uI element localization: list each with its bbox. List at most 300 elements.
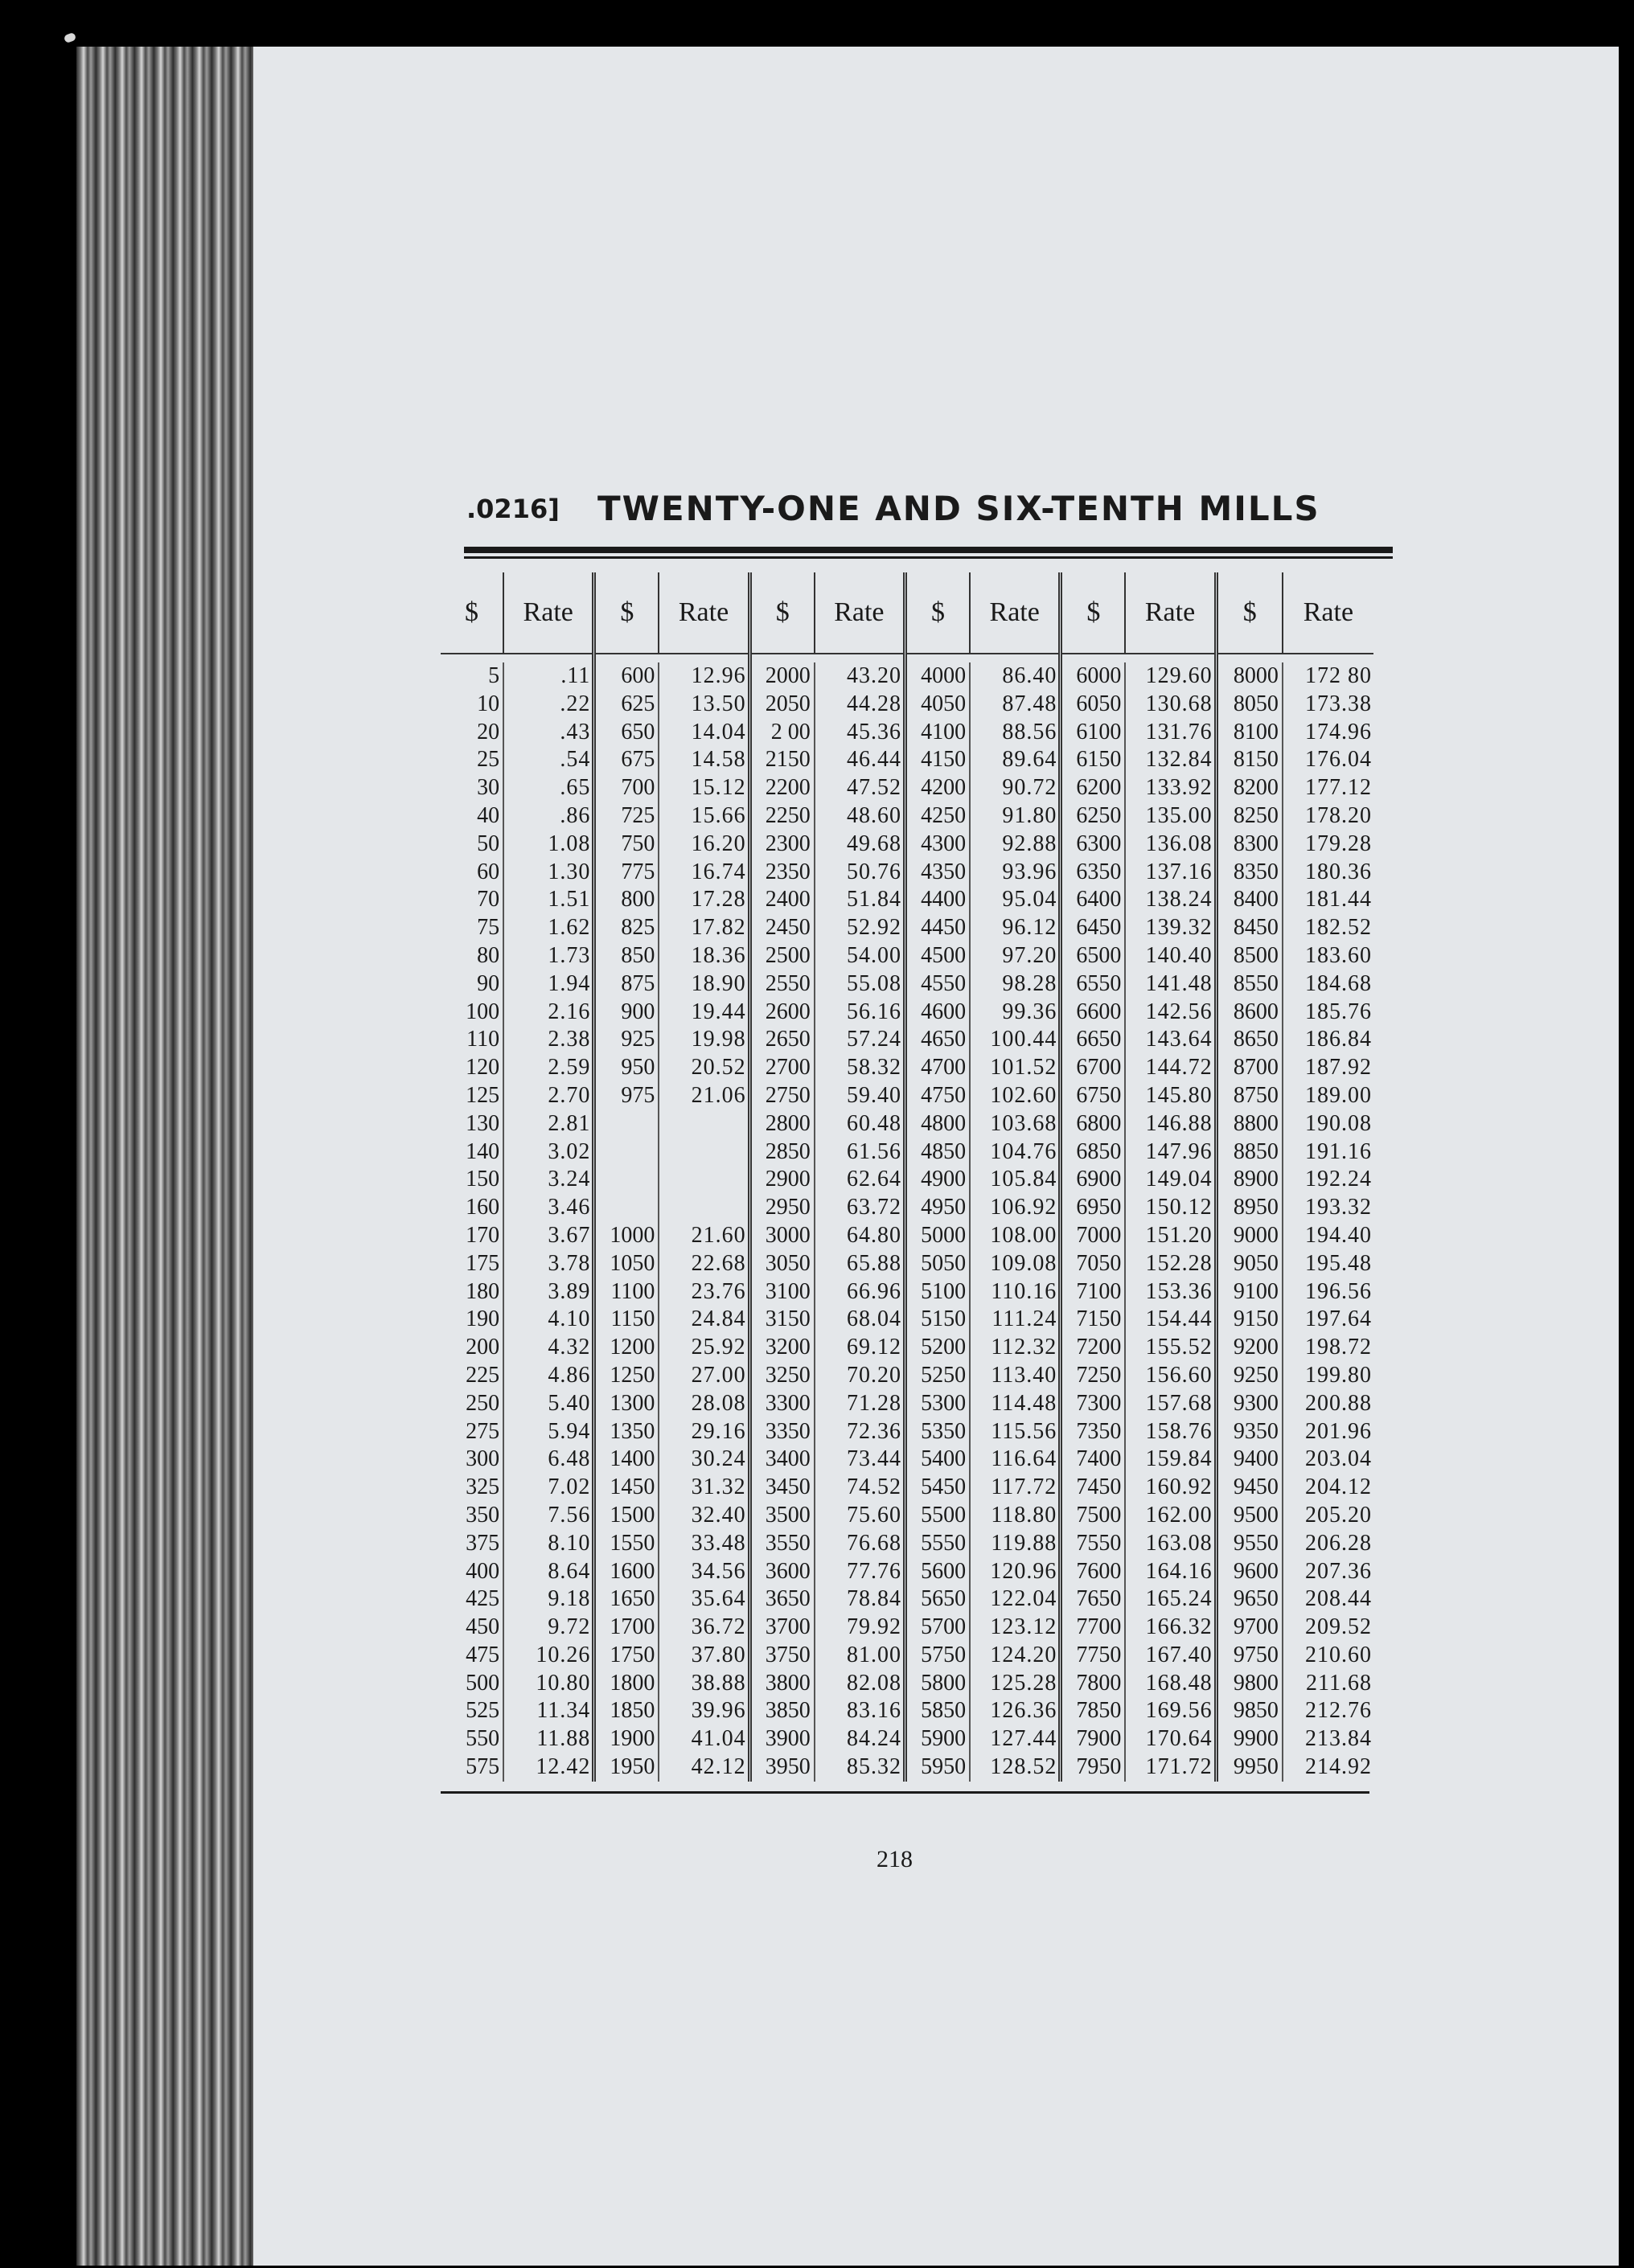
table-row bbox=[441, 1166, 592, 1194]
rate-cell: 103.68 bbox=[990, 1110, 1057, 1136]
table-row bbox=[907, 1697, 1058, 1725]
amount-cell: 1550 bbox=[596, 1530, 659, 1558]
table-row bbox=[1062, 1502, 1213, 1530]
amount-cell: 7450 bbox=[1062, 1474, 1126, 1502]
table-row bbox=[1062, 1474, 1213, 1502]
rate-cell: .43 bbox=[560, 719, 591, 744]
table-row bbox=[441, 1585, 592, 1614]
rate-cell: 8.10 bbox=[548, 1530, 591, 1556]
rate-cell: 163.08 bbox=[1145, 1530, 1213, 1556]
rate-cell: 78.84 bbox=[846, 1586, 901, 1612]
rate-cell: 122.04 bbox=[990, 1586, 1057, 1612]
rate-cell: 74.52 bbox=[846, 1474, 901, 1500]
rate-cell: 135.00 bbox=[1145, 802, 1213, 828]
amount-cell: 1600 bbox=[596, 1558, 659, 1586]
amount-cell: 800 bbox=[596, 886, 659, 914]
table-row bbox=[907, 1334, 1058, 1362]
table-row bbox=[441, 802, 592, 831]
rate-cell: 102.60 bbox=[990, 1082, 1057, 1108]
amount-cell: 3000 bbox=[752, 1222, 815, 1250]
amount-cell: 375 bbox=[441, 1530, 504, 1558]
rate-cell: 157.68 bbox=[1145, 1390, 1213, 1416]
table-row bbox=[1062, 802, 1213, 831]
amount-cell: 4300 bbox=[907, 831, 971, 859]
amount-cell: 7800 bbox=[1062, 1670, 1126, 1698]
table-row bbox=[752, 1054, 903, 1082]
table-row bbox=[752, 1585, 903, 1614]
amount-cell: 3700 bbox=[752, 1614, 815, 1642]
amount-cell: 3350 bbox=[752, 1418, 815, 1446]
table-row bbox=[907, 1725, 1058, 1753]
table-row bbox=[1062, 1362, 1213, 1390]
table-row bbox=[441, 1362, 592, 1390]
rate-cell: 204.12 bbox=[1304, 1474, 1372, 1500]
amount-cell: 1800 bbox=[596, 1670, 659, 1698]
amount-cell: 1050 bbox=[596, 1250, 659, 1278]
table-row bbox=[1062, 1054, 1213, 1082]
rate-cell: 180.36 bbox=[1304, 859, 1372, 884]
amount-cell: 4900 bbox=[907, 1166, 971, 1194]
rate-cell: 205.20 bbox=[1304, 1502, 1372, 1528]
amount-cell: 3500 bbox=[752, 1502, 815, 1530]
table-row bbox=[596, 970, 747, 999]
table-row bbox=[1218, 1110, 1373, 1138]
amount-cell: 1350 bbox=[596, 1418, 659, 1446]
table-row bbox=[1062, 1418, 1213, 1446]
table-row bbox=[1218, 970, 1373, 999]
amount-cell: 9050 bbox=[1218, 1250, 1283, 1278]
rate-cell: 151.20 bbox=[1145, 1222, 1213, 1248]
amount-cell: 2900 bbox=[752, 1166, 815, 1194]
amount-cell: 3950 bbox=[752, 1753, 815, 1782]
rate-cell: 91.80 bbox=[1002, 802, 1057, 828]
amount-cell: 50 bbox=[441, 831, 504, 859]
amount-cell: 140 bbox=[441, 1138, 504, 1167]
rate-cell: 200.88 bbox=[1304, 1390, 1372, 1416]
rate-cell: 184.68 bbox=[1304, 970, 1372, 996]
amount-cell: 180 bbox=[441, 1278, 504, 1306]
rate-column-header: Rate bbox=[1144, 597, 1196, 627]
rate-cell: 8.64 bbox=[548, 1558, 591, 1584]
table-row bbox=[1218, 1250, 1373, 1278]
amount-cell: 4550 bbox=[907, 970, 971, 999]
amount-cell: 7600 bbox=[1062, 1558, 1126, 1586]
amount-cell: 8700 bbox=[1218, 1054, 1283, 1082]
amount-cell: 5650 bbox=[907, 1585, 971, 1614]
rate-cell: 118.80 bbox=[991, 1502, 1057, 1528]
amount-cell: 5450 bbox=[907, 1474, 971, 1502]
amount-cell: 6500 bbox=[1062, 942, 1126, 970]
amount-cell: 8600 bbox=[1218, 999, 1283, 1027]
rate-cell: 162.00 bbox=[1145, 1502, 1213, 1528]
amount-cell: 125 bbox=[441, 1082, 504, 1110]
amount-cell: 3100 bbox=[752, 1278, 815, 1306]
amount-cell: 975 bbox=[596, 1082, 659, 1110]
amount-cell: 3550 bbox=[752, 1530, 815, 1558]
amount-cell: 7850 bbox=[1062, 1697, 1126, 1725]
table-row bbox=[441, 1222, 592, 1250]
amount-cell: 900 bbox=[596, 999, 659, 1027]
table-row bbox=[441, 1725, 592, 1753]
table-row bbox=[1218, 1194, 1373, 1222]
table-row bbox=[596, 691, 747, 719]
amount-cell: 7550 bbox=[1062, 1530, 1126, 1558]
table-row bbox=[752, 914, 903, 942]
table-row bbox=[596, 1725, 747, 1753]
rate-cell: 15.12 bbox=[691, 775, 746, 801]
rate-cell: 123.12 bbox=[990, 1614, 1057, 1640]
amount-cell: 825 bbox=[596, 914, 659, 942]
rate-cell: 92.88 bbox=[1002, 831, 1057, 856]
amount-cell: 4650 bbox=[907, 1026, 971, 1054]
rate-cell: 60.48 bbox=[846, 1110, 901, 1136]
table-row bbox=[907, 1585, 1058, 1614]
rate-cell: 176.04 bbox=[1304, 747, 1372, 773]
amount-cell: 2050 bbox=[752, 691, 815, 719]
amount-cell: 3750 bbox=[752, 1642, 815, 1670]
table-row bbox=[596, 1026, 747, 1054]
table-row bbox=[441, 1278, 592, 1306]
table-row bbox=[596, 1642, 747, 1670]
amount-cell: 4350 bbox=[907, 859, 971, 887]
table-row bbox=[752, 1502, 903, 1530]
amount-cell: 9450 bbox=[1218, 1474, 1283, 1502]
amount-cell: 6450 bbox=[1062, 914, 1126, 942]
table-row bbox=[907, 886, 1058, 914]
rate-cell: 93.96 bbox=[1002, 859, 1057, 884]
rate-cell: 198.72 bbox=[1304, 1335, 1372, 1360]
rate-cell: 3.46 bbox=[548, 1195, 591, 1220]
block-header bbox=[752, 572, 903, 654]
amount-cell: 6050 bbox=[1062, 691, 1126, 719]
table-row bbox=[596, 802, 747, 831]
table-row bbox=[907, 691, 1058, 719]
amount-cell: 4250 bbox=[907, 802, 971, 831]
table-row bbox=[596, 746, 747, 774]
table-row bbox=[907, 774, 1058, 802]
amount-cell: 1400 bbox=[596, 1446, 659, 1474]
book-page-edges bbox=[76, 47, 265, 2266]
amount-cell: 8550 bbox=[1218, 970, 1283, 999]
rate-cell: 19.44 bbox=[691, 999, 746, 1024]
table-row bbox=[596, 1138, 747, 1167]
amount-cell: 2750 bbox=[752, 1082, 815, 1110]
rate-cell: 111.24 bbox=[991, 1306, 1057, 1332]
rate-cell: 85.32 bbox=[846, 1754, 901, 1780]
rate-cell: 13.50 bbox=[691, 691, 746, 716]
table-row bbox=[752, 970, 903, 999]
amount-column-header: $ bbox=[1062, 572, 1126, 653]
rate-cell: 48.60 bbox=[846, 802, 901, 828]
table-row bbox=[1062, 1082, 1213, 1110]
rate-cell: 190.08 bbox=[1304, 1110, 1372, 1136]
table-row bbox=[1062, 914, 1213, 942]
table-row bbox=[441, 859, 592, 887]
amount-cell: 110 bbox=[441, 1026, 504, 1054]
rate-cell: 99.36 bbox=[1002, 999, 1057, 1024]
table-row bbox=[1062, 1166, 1213, 1194]
rate-cell: 49.68 bbox=[846, 831, 901, 856]
rate-cell: 61.56 bbox=[846, 1138, 901, 1164]
rate-cell: 173.38 bbox=[1304, 691, 1372, 716]
rate-cell: 114.48 bbox=[991, 1390, 1057, 1416]
amount-cell: 4100 bbox=[907, 719, 971, 747]
rate-cell: 212.76 bbox=[1304, 1698, 1372, 1724]
rate-cell: 141.48 bbox=[1145, 970, 1213, 996]
table-row bbox=[1218, 1138, 1373, 1167]
table-row bbox=[907, 1642, 1058, 1670]
rate-cell: 88.56 bbox=[1002, 719, 1057, 744]
rate-block bbox=[1218, 572, 1373, 1782]
amount-cell: 2650 bbox=[752, 1026, 815, 1054]
rate-cell: 28.08 bbox=[691, 1390, 746, 1416]
table-row bbox=[441, 831, 592, 859]
table-row bbox=[596, 1446, 747, 1474]
amount-column-header: $ bbox=[907, 572, 971, 653]
table-row bbox=[752, 802, 903, 831]
table-row bbox=[752, 886, 903, 914]
rate-cell: 17.28 bbox=[691, 887, 746, 913]
amount-cell: 8400 bbox=[1218, 886, 1283, 914]
amount-cell: 6250 bbox=[1062, 802, 1126, 831]
table-row bbox=[441, 1474, 592, 1502]
amount-cell: 8000 bbox=[1218, 662, 1283, 691]
table-row bbox=[907, 1362, 1058, 1390]
amount-cell: 650 bbox=[596, 719, 659, 747]
amount-cell: 9250 bbox=[1218, 1362, 1283, 1390]
amount-cell: 925 bbox=[596, 1026, 659, 1054]
table-row bbox=[907, 1110, 1058, 1138]
table-row bbox=[1218, 774, 1373, 802]
table-row bbox=[441, 1502, 592, 1530]
rate-cell: 146.88 bbox=[1145, 1110, 1213, 1136]
table-row bbox=[1218, 1026, 1373, 1054]
rate-cell: 206.28 bbox=[1304, 1530, 1372, 1556]
amount-cell: 30 bbox=[441, 774, 504, 802]
amount-cell: 9900 bbox=[1218, 1725, 1283, 1753]
rate-cell: 155.52 bbox=[1145, 1335, 1213, 1360]
table-row bbox=[596, 1222, 747, 1250]
amount-cell: 6800 bbox=[1062, 1110, 1126, 1138]
amount-cell: 7500 bbox=[1062, 1502, 1126, 1530]
rate-cell: 79.92 bbox=[846, 1614, 901, 1640]
amount-cell: 9850 bbox=[1218, 1697, 1283, 1725]
rate-cell bbox=[659, 1138, 747, 1167]
table-row bbox=[1218, 746, 1373, 774]
rate-cell: 30.24 bbox=[691, 1446, 746, 1472]
amount-cell: 5050 bbox=[907, 1250, 971, 1278]
table-row bbox=[752, 1166, 903, 1194]
amount-cell: 3050 bbox=[752, 1250, 815, 1278]
table-row bbox=[1062, 1614, 1213, 1642]
table-row bbox=[1218, 1670, 1373, 1698]
rate-cell: 62.64 bbox=[846, 1167, 901, 1192]
amount-cell: 6850 bbox=[1062, 1138, 1126, 1167]
table-row bbox=[596, 1110, 747, 1138]
table-row bbox=[907, 942, 1058, 970]
rate-cell: 189.00 bbox=[1304, 1082, 1372, 1108]
rate-cell: 209.52 bbox=[1304, 1614, 1372, 1640]
amount-cell: 9800 bbox=[1218, 1670, 1283, 1698]
amount-cell: 2000 bbox=[752, 662, 815, 691]
table-row bbox=[1062, 942, 1213, 970]
amount-cell: 150 bbox=[441, 1166, 504, 1194]
table-row bbox=[907, 1222, 1058, 1250]
rate-cell: 177.12 bbox=[1304, 775, 1372, 801]
rate-cell: 207.36 bbox=[1304, 1558, 1372, 1584]
table-row bbox=[1218, 1558, 1373, 1586]
amount-cell: 4950 bbox=[907, 1194, 971, 1222]
scan-speck bbox=[64, 32, 77, 43]
table-row bbox=[596, 1753, 747, 1782]
rate-cell: 147.96 bbox=[1145, 1138, 1213, 1164]
table-row bbox=[1062, 999, 1213, 1027]
rate-cell: 44.28 bbox=[846, 691, 901, 716]
rate-block bbox=[596, 572, 751, 1782]
table-row bbox=[752, 1334, 903, 1362]
amount-cell: 80 bbox=[441, 942, 504, 970]
amount-cell: 20 bbox=[441, 719, 504, 747]
table-row bbox=[441, 970, 592, 999]
amount-cell: 9300 bbox=[1218, 1390, 1283, 1418]
amount-cell: 4050 bbox=[907, 691, 971, 719]
rate-column-header: Rate bbox=[523, 597, 573, 627]
rate-cell: 57.24 bbox=[846, 1027, 901, 1052]
rate-cell: 109.08 bbox=[990, 1250, 1057, 1276]
table-row bbox=[441, 1110, 592, 1138]
amount-cell: 5850 bbox=[907, 1697, 971, 1725]
rate-cell: 66.96 bbox=[846, 1278, 901, 1304]
amount-cell: 5600 bbox=[907, 1558, 971, 1586]
table-row bbox=[441, 1054, 592, 1082]
table-row bbox=[441, 1642, 592, 1670]
header-rule-thin bbox=[464, 556, 1393, 559]
amount-cell: 4200 bbox=[907, 774, 971, 802]
amount-cell: 2200 bbox=[752, 774, 815, 802]
table-row bbox=[1218, 1278, 1373, 1306]
amount-cell: 5400 bbox=[907, 1446, 971, 1474]
amount-cell: 2250 bbox=[752, 802, 815, 831]
rate-cell: 98.28 bbox=[1002, 970, 1057, 996]
amount-cell: 225 bbox=[441, 1362, 504, 1390]
rate-cell: 5.94 bbox=[548, 1418, 591, 1444]
table-row bbox=[752, 1697, 903, 1725]
rate-cell: 149.04 bbox=[1145, 1167, 1213, 1192]
table-row bbox=[596, 1250, 747, 1278]
table-row bbox=[907, 1558, 1058, 1586]
table-row bbox=[1218, 691, 1373, 719]
amount-cell: 4450 bbox=[907, 914, 971, 942]
amount-cell: 9400 bbox=[1218, 1446, 1283, 1474]
rate-cell: 52.92 bbox=[846, 915, 901, 941]
table-row bbox=[907, 970, 1058, 999]
table-row bbox=[1062, 831, 1213, 859]
table-row bbox=[596, 774, 747, 802]
rate-cell: 185.76 bbox=[1304, 999, 1372, 1024]
page-number: 218 bbox=[877, 1846, 913, 1872]
rate-cell: 3.89 bbox=[548, 1278, 591, 1304]
amount-cell: 8050 bbox=[1218, 691, 1283, 719]
amount-cell bbox=[596, 1138, 659, 1167]
table-row bbox=[441, 942, 592, 970]
amount-cell bbox=[596, 1166, 659, 1194]
amount-cell: 2300 bbox=[752, 831, 815, 859]
amount-cell: 1700 bbox=[596, 1614, 659, 1642]
rate-cell: 3.78 bbox=[548, 1250, 591, 1276]
block-header bbox=[596, 572, 747, 654]
amount-cell: 7100 bbox=[1062, 1278, 1126, 1306]
table-row bbox=[596, 1502, 747, 1530]
rate-cell: 9.72 bbox=[548, 1614, 591, 1640]
amount-cell: 1200 bbox=[596, 1334, 659, 1362]
rate-column-header: Rate bbox=[834, 597, 885, 627]
rate-cell: 194.40 bbox=[1304, 1222, 1372, 1248]
amount-cell: 6550 bbox=[1062, 970, 1126, 999]
table-row bbox=[1218, 1390, 1373, 1418]
table-row bbox=[1218, 1362, 1373, 1390]
table-row bbox=[907, 1306, 1058, 1334]
rate-cell: 54.00 bbox=[846, 942, 901, 968]
table-row bbox=[441, 1250, 592, 1278]
rate-column-header: Rate bbox=[1303, 597, 1354, 627]
amount-cell: 425 bbox=[441, 1585, 504, 1614]
amount-cell: 5800 bbox=[907, 1670, 971, 1698]
rate-cell: 36.72 bbox=[691, 1614, 746, 1640]
amount-cell: 2350 bbox=[752, 859, 815, 887]
amount-cell: 9700 bbox=[1218, 1614, 1283, 1642]
table-row bbox=[1218, 1530, 1373, 1558]
amount-cell: 3250 bbox=[752, 1362, 815, 1390]
amount-cell: 7400 bbox=[1062, 1446, 1126, 1474]
table-row bbox=[1218, 1418, 1373, 1446]
rate-cell: 160.92 bbox=[1145, 1474, 1213, 1500]
table-row bbox=[1218, 1642, 1373, 1670]
rate-cell: 77.76 bbox=[846, 1558, 901, 1584]
rate-cell: 18.90 bbox=[691, 970, 746, 996]
amount-cell: 6200 bbox=[1062, 774, 1126, 802]
rate-cell: 183.60 bbox=[1304, 942, 1372, 968]
rate-cell: 15.66 bbox=[691, 802, 746, 828]
amount-cell: 70 bbox=[441, 886, 504, 914]
rate-cell: 1.08 bbox=[548, 831, 591, 856]
amount-cell: 550 bbox=[441, 1725, 504, 1753]
table-row bbox=[1218, 1446, 1373, 1474]
table-row bbox=[907, 746, 1058, 774]
table-row bbox=[752, 1725, 903, 1753]
rate-cell: 191.16 bbox=[1304, 1138, 1372, 1164]
amount-cell: 6000 bbox=[1062, 662, 1126, 691]
table-row bbox=[596, 886, 747, 914]
amount-cell: 6650 bbox=[1062, 1026, 1126, 1054]
table-row bbox=[441, 774, 592, 802]
table-row bbox=[907, 1138, 1058, 1167]
amount-cell: 7900 bbox=[1062, 1725, 1126, 1753]
rate-cell: 89.64 bbox=[1002, 747, 1057, 773]
rate-cell: 192.24 bbox=[1304, 1167, 1372, 1192]
table-row bbox=[752, 662, 903, 691]
rate-cell: 21.60 bbox=[691, 1222, 746, 1248]
amount-cell: 9150 bbox=[1218, 1306, 1283, 1334]
table-row bbox=[1062, 1334, 1213, 1362]
table-row bbox=[596, 1306, 747, 1334]
table-row bbox=[441, 1558, 592, 1586]
table-row bbox=[752, 1082, 903, 1110]
rate-cell: 158.76 bbox=[1145, 1418, 1213, 1444]
amount-column-header: $ bbox=[1218, 572, 1283, 653]
table-row bbox=[596, 914, 747, 942]
page-code: .0216] bbox=[466, 494, 560, 524]
table-row bbox=[1062, 859, 1213, 887]
